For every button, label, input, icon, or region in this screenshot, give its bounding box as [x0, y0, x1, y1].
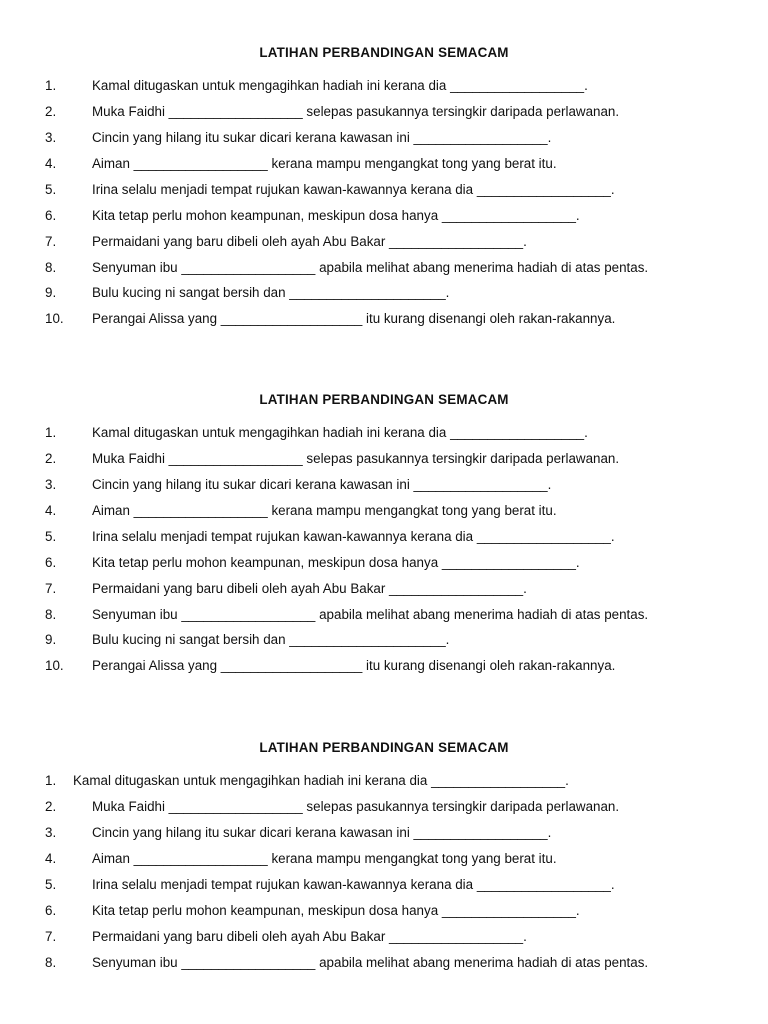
- question-number: 10.: [45, 658, 64, 673]
- question-text: Perangai Alissa yang ___________________ itu kurang disenangi oleh rakan-rakannya.: [92, 311, 616, 326]
- question-list: [0, 77, 768, 327]
- question-item: [0, 798, 768, 815]
- question-text: Senyuman ibu __________________ apabila melihat abang menerima hadiah di atas pentas.: [92, 955, 649, 970]
- question-number: 7.: [45, 929, 57, 944]
- question-text: Irina selalu menjadi tempat rujukan kawan-kawannya kerana dia __________________.: [92, 877, 615, 892]
- question-text: Kamal ditugaskan untuk mengagihkan hadiah ini kerana dia __________________.: [92, 78, 588, 93]
- question-number: 7.: [45, 234, 57, 249]
- question-item: [0, 233, 768, 250]
- question-item: [0, 450, 768, 467]
- question-item: [0, 631, 768, 648]
- question-text: Cincin yang hilang itu sukar dicari kerana kawasan ini __________________.: [92, 825, 552, 840]
- question-item: [0, 928, 768, 945]
- question-number: 6.: [45, 903, 57, 918]
- question-item: [0, 657, 768, 674]
- question-number: 6.: [45, 555, 57, 570]
- question-number: 5.: [45, 529, 57, 544]
- question-number: 8.: [45, 607, 57, 622]
- question-text: Permaidani yang baru dibeli oleh ayah Abu Bakar __________________.: [92, 234, 527, 249]
- question-number: 4.: [45, 503, 57, 518]
- question-text: Perangai Alissa yang ___________________ itu kurang disenangi oleh rakan-rakannya.: [92, 658, 616, 673]
- question-item: [0, 876, 768, 893]
- question-text: Cincin yang hilang itu sukar dicari kerana kawasan ini __________________.: [92, 477, 552, 492]
- question-item: [0, 259, 768, 276]
- question-number: 4.: [45, 156, 57, 171]
- question-text: Irina selalu menjadi tempat rujukan kawan-kawannya kerana dia __________________.: [92, 529, 615, 544]
- question-number: 2.: [45, 451, 57, 466]
- question-text: Aiman __________________ kerana mampu mengangkat tong yang berat itu.: [92, 503, 557, 518]
- worksheet-2: [0, 390, 768, 683]
- question-text: Kita tetap perlu mohon keampunan, meskipun dosa hanya __________________.: [92, 555, 580, 570]
- question-text: Senyuman ibu __________________ apabila melihat abang menerima hadiah di atas pentas.: [92, 260, 649, 275]
- question-item: [0, 310, 768, 327]
- question-number: 8.: [45, 955, 57, 970]
- question-item: [0, 476, 768, 493]
- question-item: [0, 528, 768, 545]
- question-number: 3.: [45, 825, 57, 840]
- question-text: Aiman __________________ kerana mampu mengangkat tong yang berat itu.: [92, 156, 557, 171]
- question-number: 4.: [45, 851, 57, 866]
- question-text: Muka Faidhi __________________ selepas pasukannya tersingkir daripada perlawanan.: [92, 451, 620, 466]
- question-number: 2.: [45, 799, 57, 814]
- question-item: [0, 77, 768, 94]
- question-item: [0, 554, 768, 571]
- question-text: Cincin yang hilang itu sukar dicari kerana kawasan ini __________________.: [92, 130, 552, 145]
- question-list: [0, 772, 768, 971]
- worksheet-title: LATIHAN PERBANDINGAN SEMACAM: [259, 740, 509, 755]
- question-number: 5.: [45, 877, 57, 892]
- question-text: Permaidani yang baru dibeli oleh ayah Abu Bakar __________________.: [92, 929, 527, 944]
- question-number: 3.: [45, 130, 57, 145]
- question-number: 9.: [45, 632, 57, 647]
- question-number: 1.: [45, 78, 57, 93]
- question-number: 2.: [45, 104, 57, 119]
- question-item: [0, 207, 768, 224]
- question-text: Muka Faidhi __________________ selepas pasukannya tersingkir daripada perlawanan.: [92, 104, 620, 119]
- question-number: 10.: [45, 311, 64, 326]
- worksheet-1: [0, 43, 768, 336]
- question-text: Bulu kucing ni sangat bersih dan _____________________.: [92, 632, 450, 647]
- question-text: Kita tetap perlu mohon keampunan, meskipun dosa hanya __________________.: [92, 903, 580, 918]
- question-item: [0, 902, 768, 919]
- question-item: [0, 772, 768, 789]
- worksheet-title: LATIHAN PERBANDINGAN SEMACAM: [259, 45, 509, 60]
- question-text: Senyuman ibu __________________ apabila melihat abang menerima hadiah di atas pentas.: [92, 607, 649, 622]
- question-number: 5.: [45, 182, 57, 197]
- question-text: Irina selalu menjadi tempat rujukan kawan-kawannya kerana dia __________________.: [92, 182, 615, 197]
- question-number: 8.: [45, 260, 57, 275]
- question-number: 1.: [45, 773, 57, 788]
- question-item: [0, 580, 768, 597]
- question-number: 1.: [45, 425, 57, 440]
- question-text: Kamal ditugaskan untuk mengagihkan hadiah ini kerana dia __________________.: [92, 425, 588, 440]
- question-number: 7.: [45, 581, 57, 596]
- question-item: [0, 954, 768, 971]
- worksheet-3: [0, 738, 768, 979]
- question-item: [0, 284, 768, 301]
- question-item: [0, 103, 768, 120]
- question-text: Permaidani yang baru dibeli oleh ayah Abu Bakar __________________.: [92, 581, 527, 596]
- question-number: 9.: [45, 285, 57, 300]
- question-text: Aiman __________________ kerana mampu mengangkat tong yang berat itu.: [92, 851, 557, 866]
- question-number: 6.: [45, 208, 57, 223]
- question-item: [0, 824, 768, 841]
- question-item: [0, 424, 768, 441]
- question-text: Bulu kucing ni sangat bersih dan _____________________.: [92, 285, 450, 300]
- question-text: Muka Faidhi __________________ selepas pasukannya tersingkir daripada perlawanan.: [92, 799, 620, 814]
- question-item: [0, 181, 768, 198]
- question-item: [0, 502, 768, 519]
- question-number: 3.: [45, 477, 57, 492]
- question-text: Kamal ditugaskan untuk mengagihkan hadiah ini kerana dia __________________.: [73, 773, 569, 788]
- question-item: [0, 129, 768, 146]
- question-item: [0, 155, 768, 172]
- question-text: Kita tetap perlu mohon keampunan, meskipun dosa hanya __________________.: [92, 208, 580, 223]
- question-item: [0, 606, 768, 623]
- question-list: [0, 424, 768, 674]
- question-item: [0, 850, 768, 867]
- worksheet-title: LATIHAN PERBANDINGAN SEMACAM: [259, 392, 509, 407]
